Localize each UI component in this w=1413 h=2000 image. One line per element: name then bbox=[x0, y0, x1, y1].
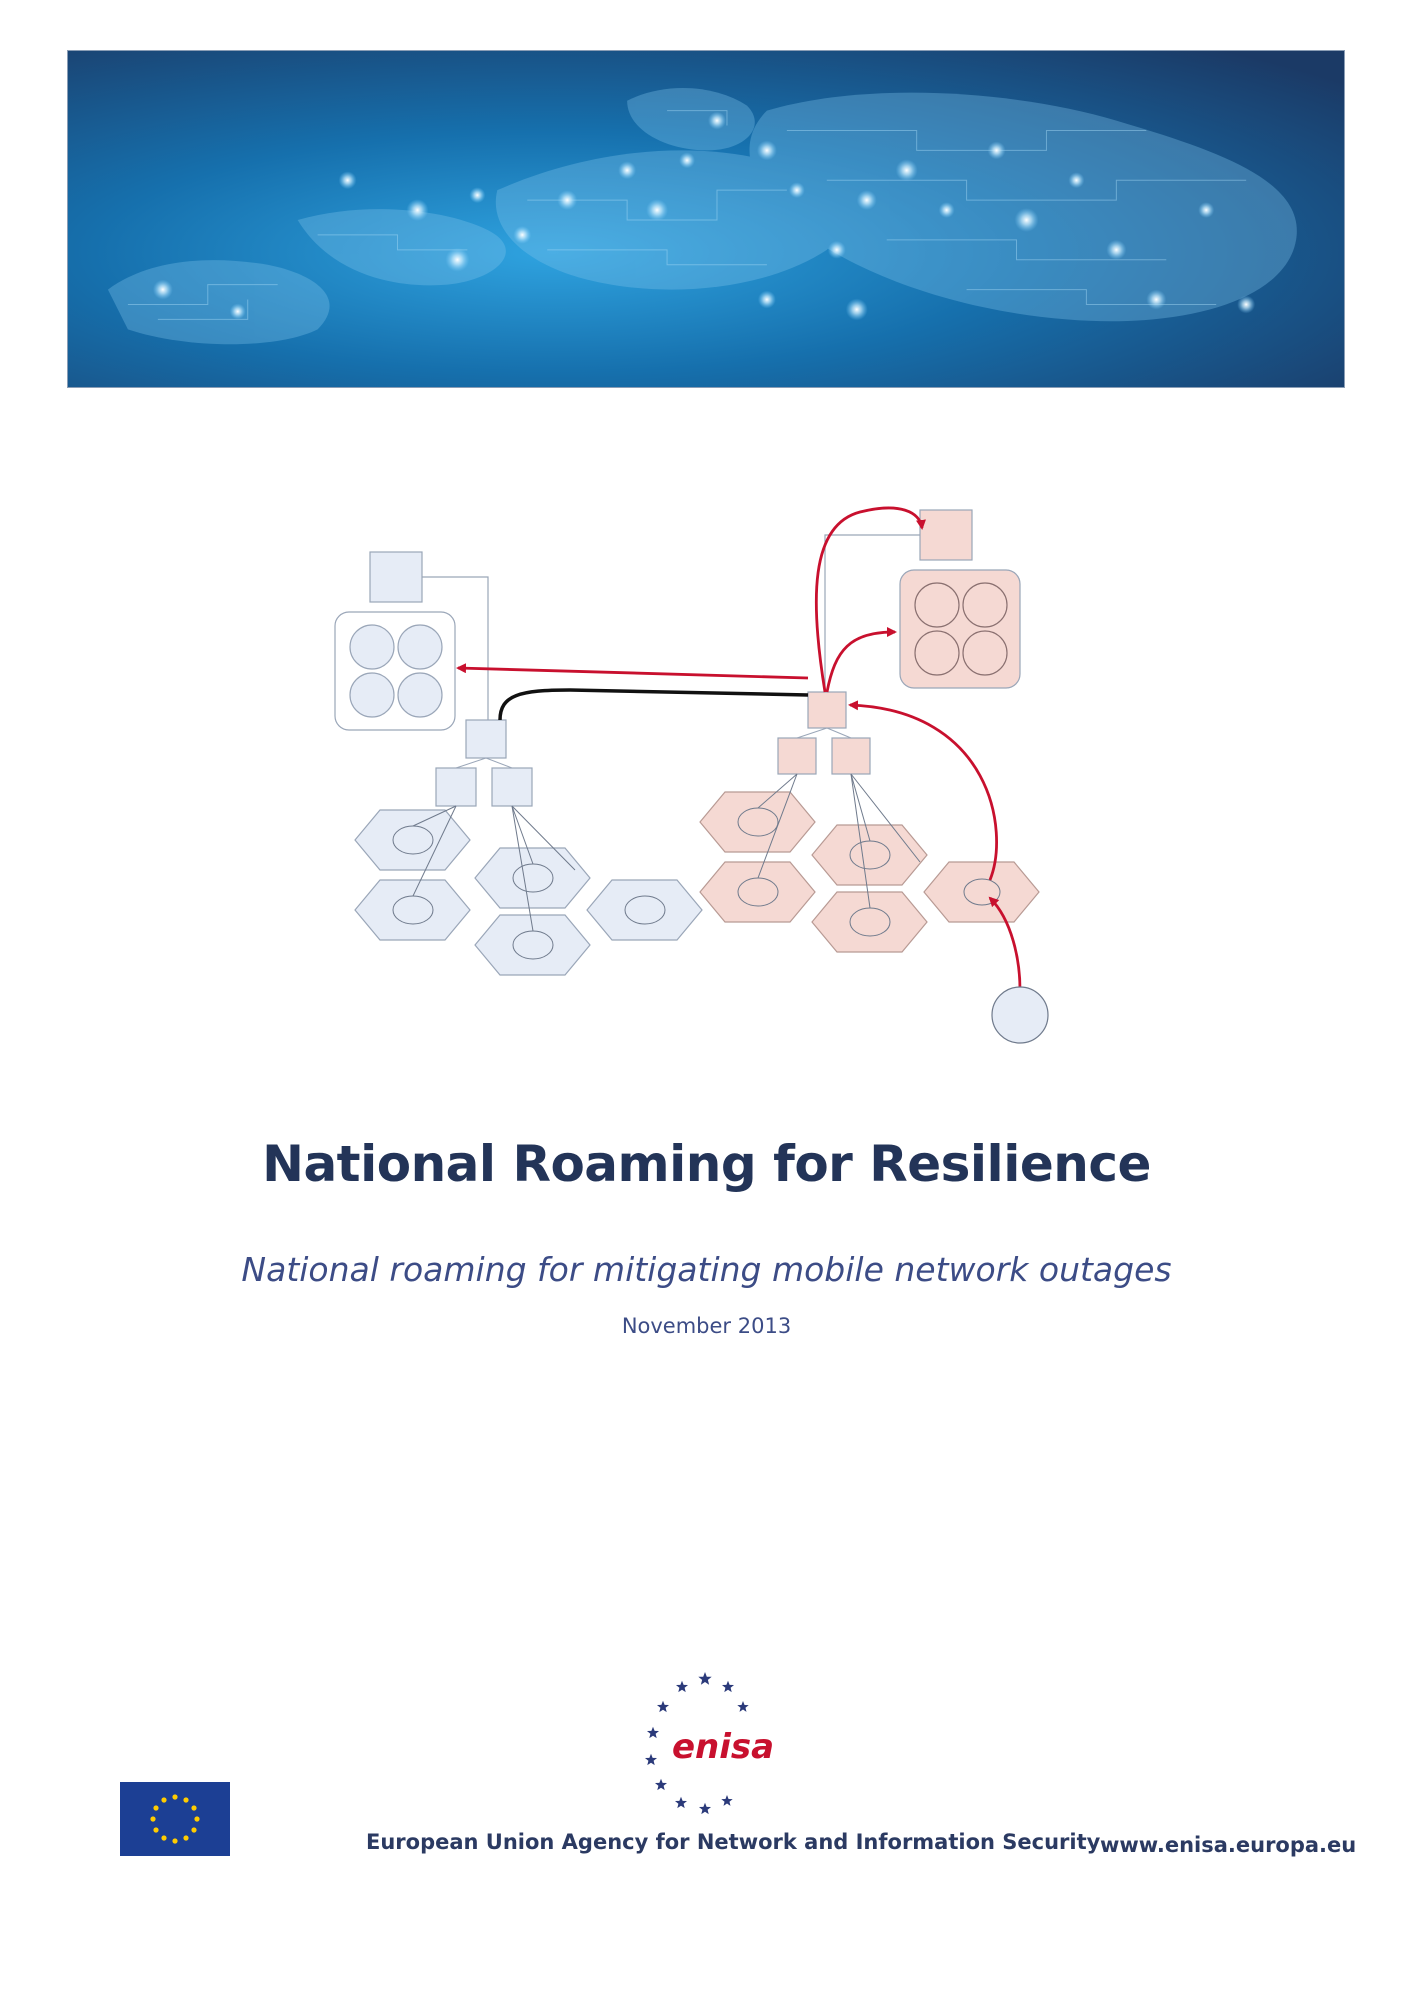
publication-date: November 2013 bbox=[621, 1314, 792, 1338]
eu-flag-icon bbox=[120, 1782, 230, 1856]
network-a bbox=[335, 552, 702, 975]
interconnect-link bbox=[500, 690, 808, 720]
network-a-server-box bbox=[370, 552, 422, 602]
logo-star bbox=[698, 1672, 711, 1685]
document-title: National Roaming for Resilience bbox=[262, 1135, 1151, 1193]
network-a-core-frame bbox=[335, 612, 455, 730]
website-link[interactable]: www.enisa.europa.eu bbox=[1100, 1833, 1357, 1857]
network-diagram-illustration bbox=[330, 500, 1090, 1060]
mobile-user-node bbox=[992, 987, 1048, 1043]
national-roaming-diagram bbox=[330, 500, 1090, 1060]
network-b bbox=[700, 510, 1039, 952]
document-subtitle: National roaming for mitigating mobile network outages bbox=[241, 1250, 1172, 1289]
enisa-star-ring-logo-icon bbox=[615, 1665, 795, 1825]
cover-banner bbox=[67, 50, 1345, 388]
network-b-controller bbox=[808, 692, 846, 728]
eu-flag bbox=[120, 1782, 230, 1856]
network-a-controller bbox=[466, 720, 506, 758]
enisa-logo bbox=[615, 1665, 795, 1825]
logo-wordmark: enisa bbox=[671, 1727, 775, 1767]
network-b-server-box bbox=[920, 510, 972, 560]
agency-name: European Union Agency for Network and Information Security bbox=[366, 1830, 1101, 1854]
circuit-europe-map-image bbox=[68, 51, 1344, 387]
network-b-core-frame bbox=[900, 570, 1020, 688]
